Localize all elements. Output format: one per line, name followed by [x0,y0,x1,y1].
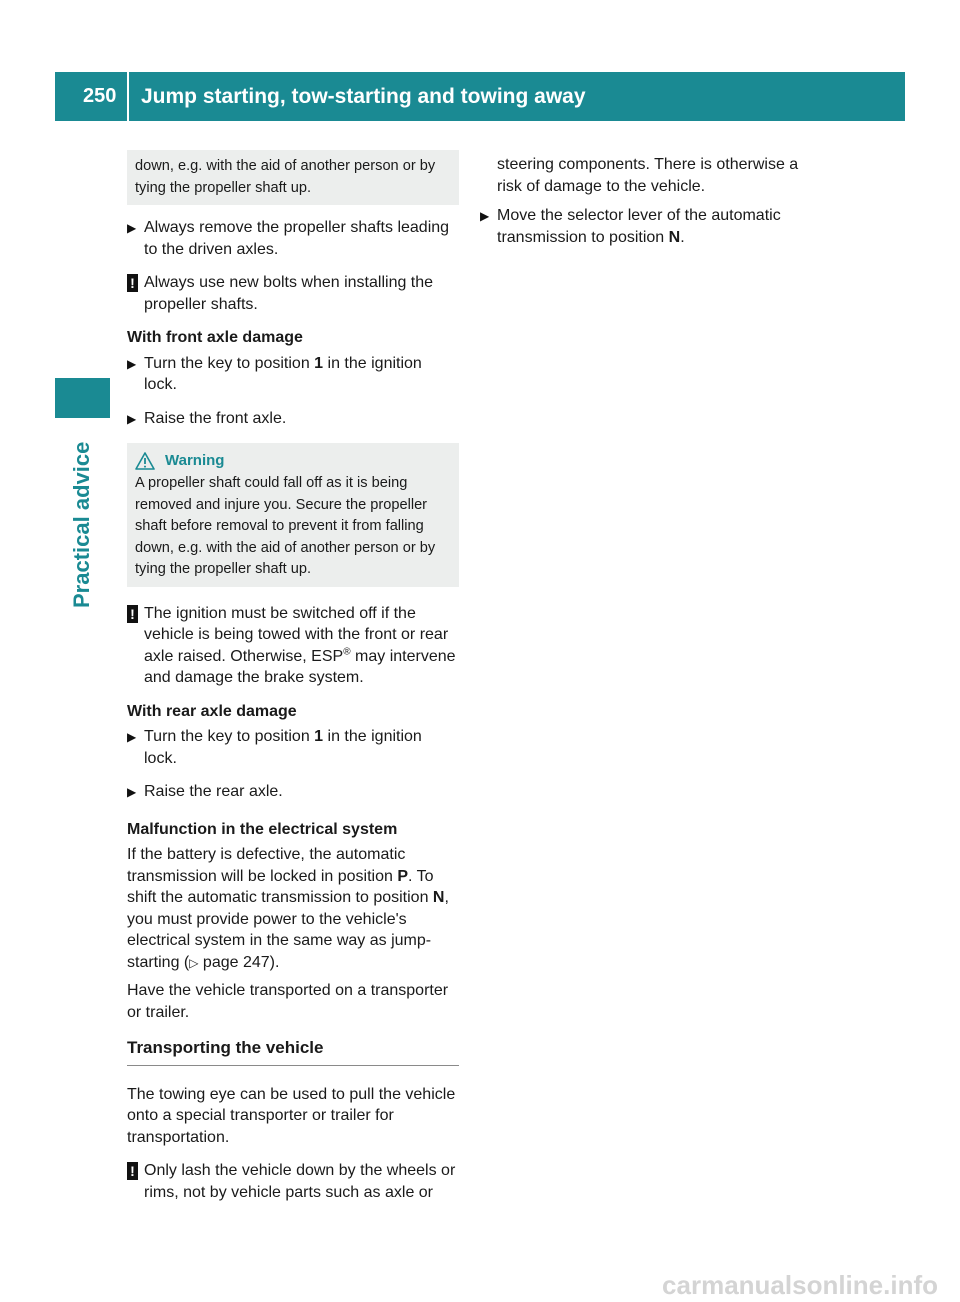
step-arrow-icon: ▶ [480,209,490,223]
paragraph-text: , you must provide power to the vehicle's electrical system in the same way as jump-starting ( [127,889,449,971]
warning-title: Warning [165,452,225,469]
warning-continuation-text: down, e.g. with the aid of another person or by tying the propeller shaft up. [135,158,436,196]
exclamation-icon: ! [127,274,138,292]
step-arrow-icon: ▶ [127,356,137,371]
step-arrow-icon: ▶ [127,730,137,744]
header-divider [127,72,129,121]
step-text: Raise the rear axle. [144,783,283,800]
note-lash [127,1160,459,1203]
gear-p: P [397,867,409,885]
right-column [480,150,815,248]
note-text: The ignition must be switched off if the vehicle is being towed with the front or rear axle raised. Otherwise, ESP [144,604,449,665]
page-number: 250 [83,85,117,107]
left-column [127,150,459,1203]
step-remove-shafts [127,217,459,260]
step-rear-key [127,726,459,769]
step-front-key [127,353,459,396]
warning-triangle-icon [135,452,155,470]
page-header [55,72,905,121]
note-text: Only lash the vehicle down by the wheels or rims, not by vehicle parts such as axle or [144,1162,456,1201]
page-ref-link[interactable]: page 247). [198,953,280,971]
lash-note-continuation: steering components. There is otherwise a risk of damage to the vehicle. [497,156,799,195]
step-text: in the ignition lock. [144,728,422,767]
note-text: Always use new bolts when installing the propeller shafts. [144,274,434,313]
step-selector-lever [480,205,815,248]
gear-n: N [668,228,681,246]
step-arrow-icon: ▶ [127,785,137,799]
transport-body: The towing eye can be used to pull the vehicle onto a special transporter or trailer for transportation. [127,1085,456,1146]
warning-text: A propeller shaft could fall off as it is being removed and injure you. Secure the propeller shaft before removal to prevent it from falling down, e.g. with the aid of another person or by tying the propeller shaft up. [135,475,436,577]
gear-n: N [432,889,445,906]
warning-continuation-box [127,150,459,205]
step-rear-raise [127,781,459,803]
paragraph-text: If the battery is defective, the automatic transmission will be locked in position [127,846,406,885]
step-text: Turn the key to position [144,354,315,372]
transport-instruction: Have the vehicle transported on a transporter or trailer. [127,982,449,1021]
section-title-transport: Transporting the vehicle [127,1037,459,1066]
step-arrow-icon: ▶ [127,221,137,235]
note-text: may intervene and damage the brake system. [144,647,456,686]
note-bolts [127,272,459,315]
step-text: . [680,228,685,246]
step-text: in the ignition lock. [144,354,422,393]
front-axle-heading: With front axle damage [127,329,303,346]
note-ignition [127,603,459,689]
position-number: 1 [314,728,324,745]
registered-mark: ® [343,646,351,658]
step-text: Turn the key to position [144,728,315,745]
step-text: Raise the front axle. [144,409,287,427]
electrical-paragraph [127,844,459,974]
exclamation-icon: ! [127,605,138,623]
side-tab-label: Practical advice [69,441,94,608]
paragraph-text: . To shift the automatic transmission to position [127,867,434,906]
page-ref-arrow-icon: ▷ [189,955,199,970]
electrical-heading: Malfunction in the electrical system [127,820,398,838]
position-number: 1 [314,354,324,372]
rear-axle-heading: With rear axle damage [127,702,297,720]
watermark: carmanualsonline.info [662,1270,938,1300]
warning-header [135,449,451,473]
page-title: Jump starting, tow-starting and towing away [141,85,586,108]
exclamation-icon: ! [127,1162,138,1180]
step-text: Move the selector lever of the automatic transmission to position [497,207,781,246]
step-arrow-icon: ▶ [127,411,137,426]
side-tab-marker [55,378,110,418]
step-front-raise [127,408,459,430]
step-text: Always remove the propeller shafts leading to the driven axles. [144,219,450,258]
warning-box [127,443,459,587]
